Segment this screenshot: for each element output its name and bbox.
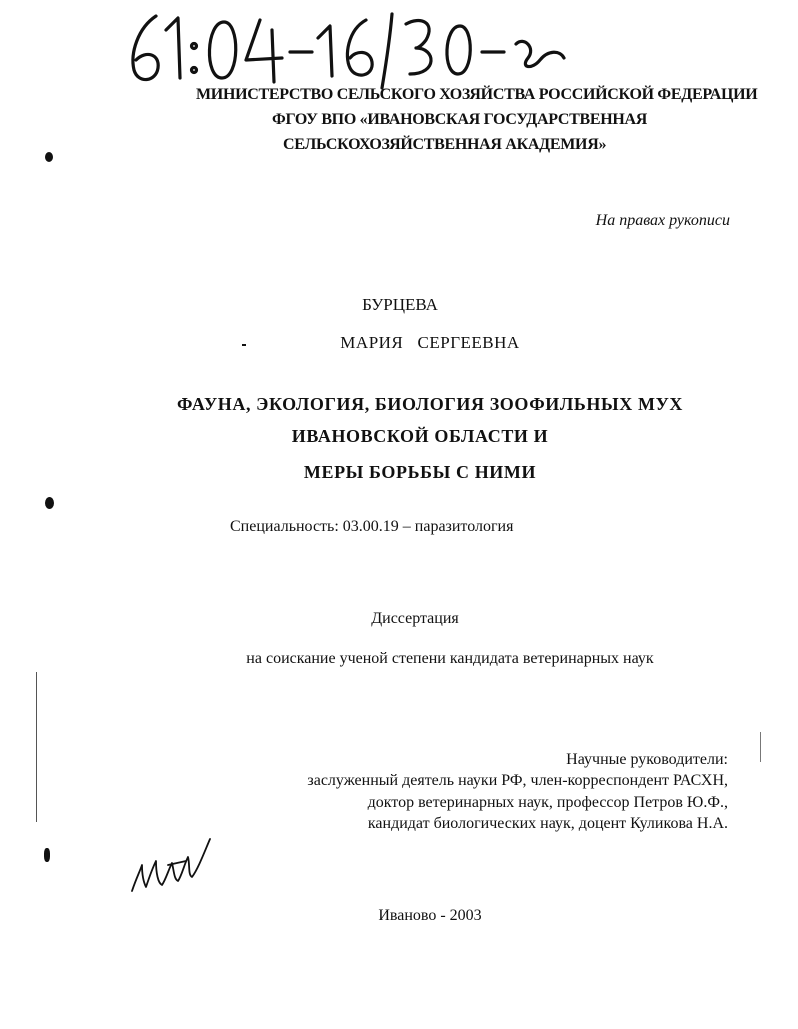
- dissertation-title-line-1: ФАУНА, ЭКОЛОГИЯ, БИОЛОГИЯ ЗООФИЛЬНЫХ МУХ: [177, 394, 683, 414]
- supervisor-line-3: кандидат биологических наук, доцент Куликова Н.А.: [367, 815, 728, 832]
- punch-mark-top: [45, 152, 53, 162]
- dissertation-title-line-2: ИВАНОВСКОЙ ОБЛАСТИ И: [291, 426, 549, 446]
- document-type: Диссертация: [371, 610, 459, 627]
- supervisors-heading: Научные руководители:: [566, 751, 728, 768]
- institution-line-2: ФГОУ ВПО «ИВАНОВСКАЯ ГОСУДАРСТВЕННАЯ: [272, 111, 648, 128]
- margin-line-right: [760, 732, 761, 762]
- rights-note: На правах рукописи: [595, 212, 730, 229]
- city-year: Иваново - 2003: [378, 907, 482, 924]
- signature-drawing: [128, 835, 213, 900]
- handwritten-code-drawing: [120, 8, 590, 98]
- scan-dot: [242, 344, 246, 346]
- margin-line-left: [36, 672, 37, 822]
- dissertation-title-line-3: МЕРЫ БОРЬБЫ С НИМИ: [303, 462, 537, 482]
- author-given-names: МАРИЯ СЕРГЕЕВНА: [340, 333, 520, 352]
- institution-line-3: СЕЛЬСКОХОЗЯЙСТВЕННАЯ АКАДЕМИЯ»: [283, 136, 607, 153]
- handwritten-catalog-code: [120, 8, 590, 98]
- punch-mark-middle: [45, 497, 54, 509]
- supervisor-line-2: доктор ветеринарных наук, профессор Петров Ю.Ф.,: [367, 794, 728, 811]
- degree-statement: на соискание ученой степени кандидата ветеринарных наук: [246, 650, 654, 667]
- punch-mark-bottom: [44, 848, 50, 862]
- specialty: Специальность: 03.00.19 – паразитология: [230, 518, 514, 535]
- author-surname: БУРЦЕВА: [362, 295, 438, 314]
- handwritten-signature: [128, 835, 213, 900]
- supervisor-line-1: заслуженный деятель науки РФ, член-корреспондент РАСХН,: [307, 772, 728, 789]
- institution-line-1: МИНИСТЕРСТВО СЕЛЬСКОГО ХОЗЯЙСТВА РОССИЙСКОЙ ФЕДЕРАЦИИ: [196, 86, 758, 103]
